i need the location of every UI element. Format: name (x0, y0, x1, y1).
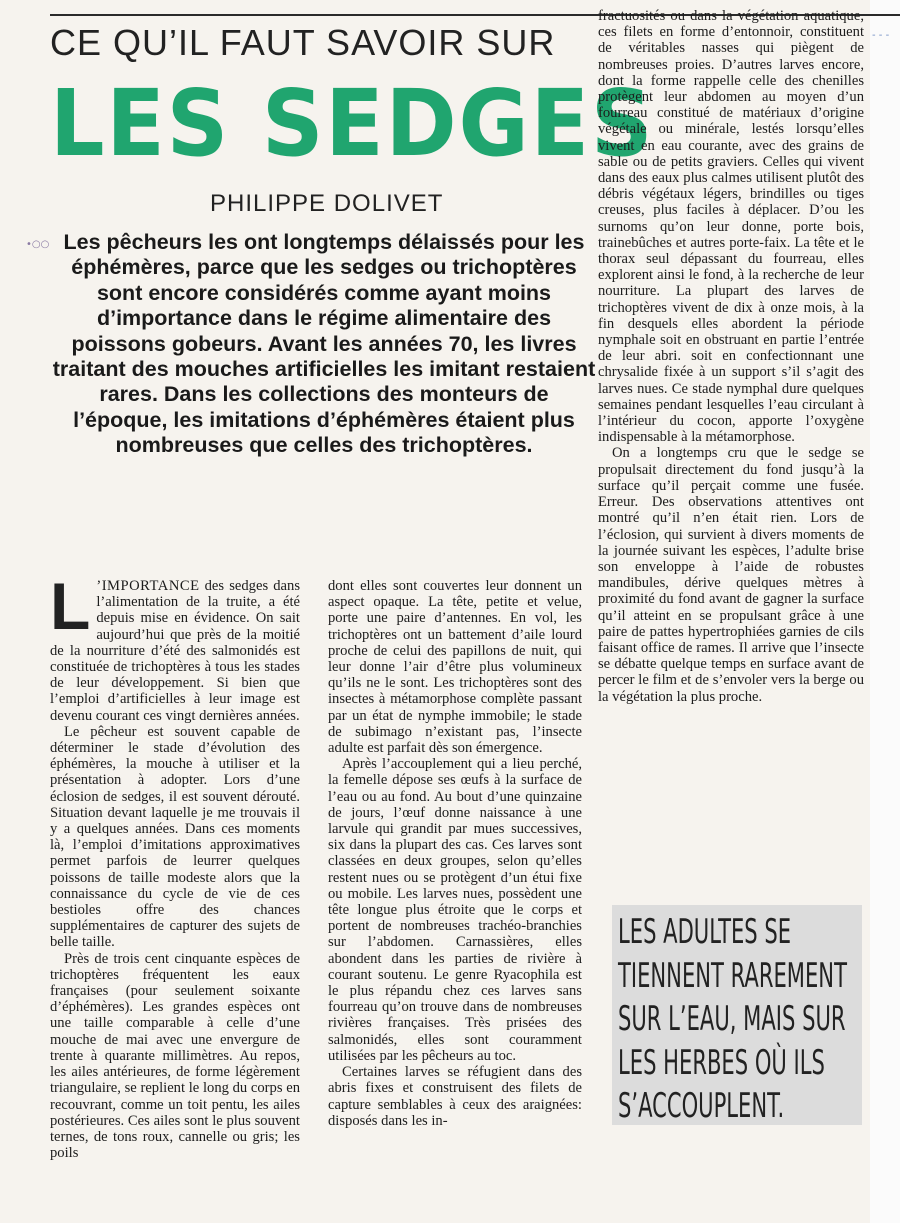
paragraph-text: des sedges dans l’alimentation de la truite, a été depuis mise en évidence. On sait aujourd’hui que près de la moitié de la nourriture d’été des salmonidés est constituée de trichoptères à tous les stades de leur développement. Si bien que l’emploi d’artificielles à leur image est devenu courant ces vingt dernières années. (50, 578, 300, 724)
paragraph: dont elles sont couvertes leur donnent un aspect opaque. La tête, petite et velue, porte une paire d’antennes. En vol, les trichoptères ont un battement d’aile lourd proche de celui des papillons de nuit, qui leur donne l’air d’être plus volumineux qu’ils ne le sont. Les trichoptères sont des insectes à métamorphose complète passant par un état de nymphe immobile; le stade de subimago n’existant pas, l’insecte adulte est parfait dès son émergence. (328, 578, 582, 757)
article-title: LES SEDGES (50, 70, 655, 177)
kicker: CE QU’IL FAUT SAVOIR SUR (50, 22, 556, 63)
paragraph: Près de trois cent cinquante espèces de trichoptères fréquentent les eaux françaises (pour seulement soixante d’éphémères). Les grandes espèces ont une taille comparable à celle d’une mouche de mai avec une envergure de trente à quarante millimètres. Au repos, les ailes antérieures, de forme légèrement triangulaire, se replient le long du corps en recouvrant, comme un toit pentu, les ailes postérieures. Ces ailes sont le plus souvent ternes, de tons roux, cannelle ou gris; les poils (50, 950, 300, 1162)
scan-mark: - - - (872, 30, 890, 41)
scan-mark: •○○ (26, 239, 50, 250)
drop-cap: L (50, 569, 91, 643)
paragraph: fractuosités ou dans la végétation aquatique, ces filets en forme d’entonnoir, constituent de véritables nasses qui piègent de nombreuses proies. D’autres larves encore, dont la forme rappelle celle des chenilles protègent leur abdomen au moyen d’un fourreau constitué de matériaux d’origine végétale ou minérale, lestés lorsqu’elles vivent en eau courante, avec des grains de sable ou de petits graviers. Celles qui vivent dans des eaux plus calmes utilisent plutôt des débris végétaux légers, brindilles ou tiges creuses, plus faciles à déplacer. D’ou les surnoms qu’on leur donne, porte bois, trainebûches et autres porte-faix. La tête et le thorax seul dépassant du fourreau, elles explorent ainsi le fond, à la recherche de leur nourriture. La plupart des larves de trichoptères vivent de dix à onze mois, à la fin desquels elles abordent la période nymphale soit en obstruant en partie l’entrée de leur abri. soit en confectionnant une chrysalide fixée à un support s’il s’agit des larves nues. Ce stade nymphal dure quelques semaines pendant lesquelles l’eau circulant à l’intérieur du cocon, apporte l’oxygène indispensable à la métamorphose. (598, 8, 864, 446)
column-2 (328, 578, 582, 1129)
column-1 (50, 569, 300, 1162)
article-header (50, 16, 655, 184)
author-byline: PHILIPPE DOLIVET (210, 190, 444, 217)
lead-word: ’IMPORTANCE (96, 578, 200, 594)
page-edge (870, 0, 900, 1223)
paragraph: Certaines larves se réfugient dans des abris fixes et construisent des filets de capture semblables à ceux des araignées: disposés dans les in- (328, 1064, 582, 1129)
intro-lead: Les pêcheurs les ont longtemps délaissés pour les éphémères, parce que les sedges ou trichoptères sont encore considérés comme ayant moins d’importance dans le régime alimentaire des poissons gobeurs. Avant les années 70, les livres traitant des mouches artificielles les imitant restaient rares. Dans les collections des monteurs de l’époque, les imitations d’éphémères étaient plus nombreuses que celles des trichoptères. (52, 230, 596, 458)
paragraph: Le pêcheur est souvent capable de déterminer le stade d’évolution des éphémères, la mouche à utiliser et la présentation à adopter. Lors d’une éclosion de sedges, il est souvent dérouté. Situation devant laquelle je me trouvais il y a quelques années. Dans ces moments là, l’emploi d’imitations approximatives permet parfois de leurrer quelques poissons de taille modeste alors que la connaissance du cycle de vie de ces bestioles offre des chances supplémentaires de capturer des sujets de belle taille. (50, 723, 300, 951)
paragraph (50, 569, 300, 724)
pull-quote-text: LES ADULTES SE TIENNENT RAREMENT SUR L’EAU, MAIS SUR LES HERBES OÙ ILS S’ACCOUPLENT. (618, 912, 847, 1126)
pull-quote (612, 905, 862, 1125)
column-3 (598, 8, 864, 705)
paragraph: Après l’accouplement qui a lieu perché, la femelle dépose ses œufs à la surface de l’eau ou au fond. Au bout d’une quinzaine de jours, l’œuf donne naissance à une larvule qui grandit par mues successives, six dans la plupart des cas. Ces larves sont classées en deux groupes, selon qu’elles restent nues ou se protègent d’un étui fixe ou mobile. Les larves nues, possèdent une tête longue plus étroite que le corps et portent de nombreuses trachéo-branchies sur l’abdomen. Carnassières, elles abondent dans les parties de rivière à courant soutenu. Le genre Ryacophila est le plus répandu chez ces larves sans fourreau qu’on trouve dans de nombreuses rivières françaises. Très prisées des salmonidés, elles sont couramment utilisées par les pêcheurs au toc. (328, 756, 582, 1064)
paragraph: On a longtemps cru que le sedge se propulsait directement du fond jusqu’à la surface qu’il perçait comme une fusée. Erreur. Des observations attentives ont montré qu’il n’en était rien. Lors de l’éclosion, qui survient à divers moments de la journée suivant les espèces, l’adulte brise son enveloppe à l’aide de robustes mandibules, dérive quelques mètres à proximité du fond avant de gagner la surface qu’il atteint en se propulsant grâce à une paire de pattes hypertrophiées garnies de cils faisant office de rames. Il arrive que l’insecte se débatte quelque temps en surface avant de percer le film et de s’envoler vers la berge ou la végétation la plus proche. (598, 445, 864, 705)
